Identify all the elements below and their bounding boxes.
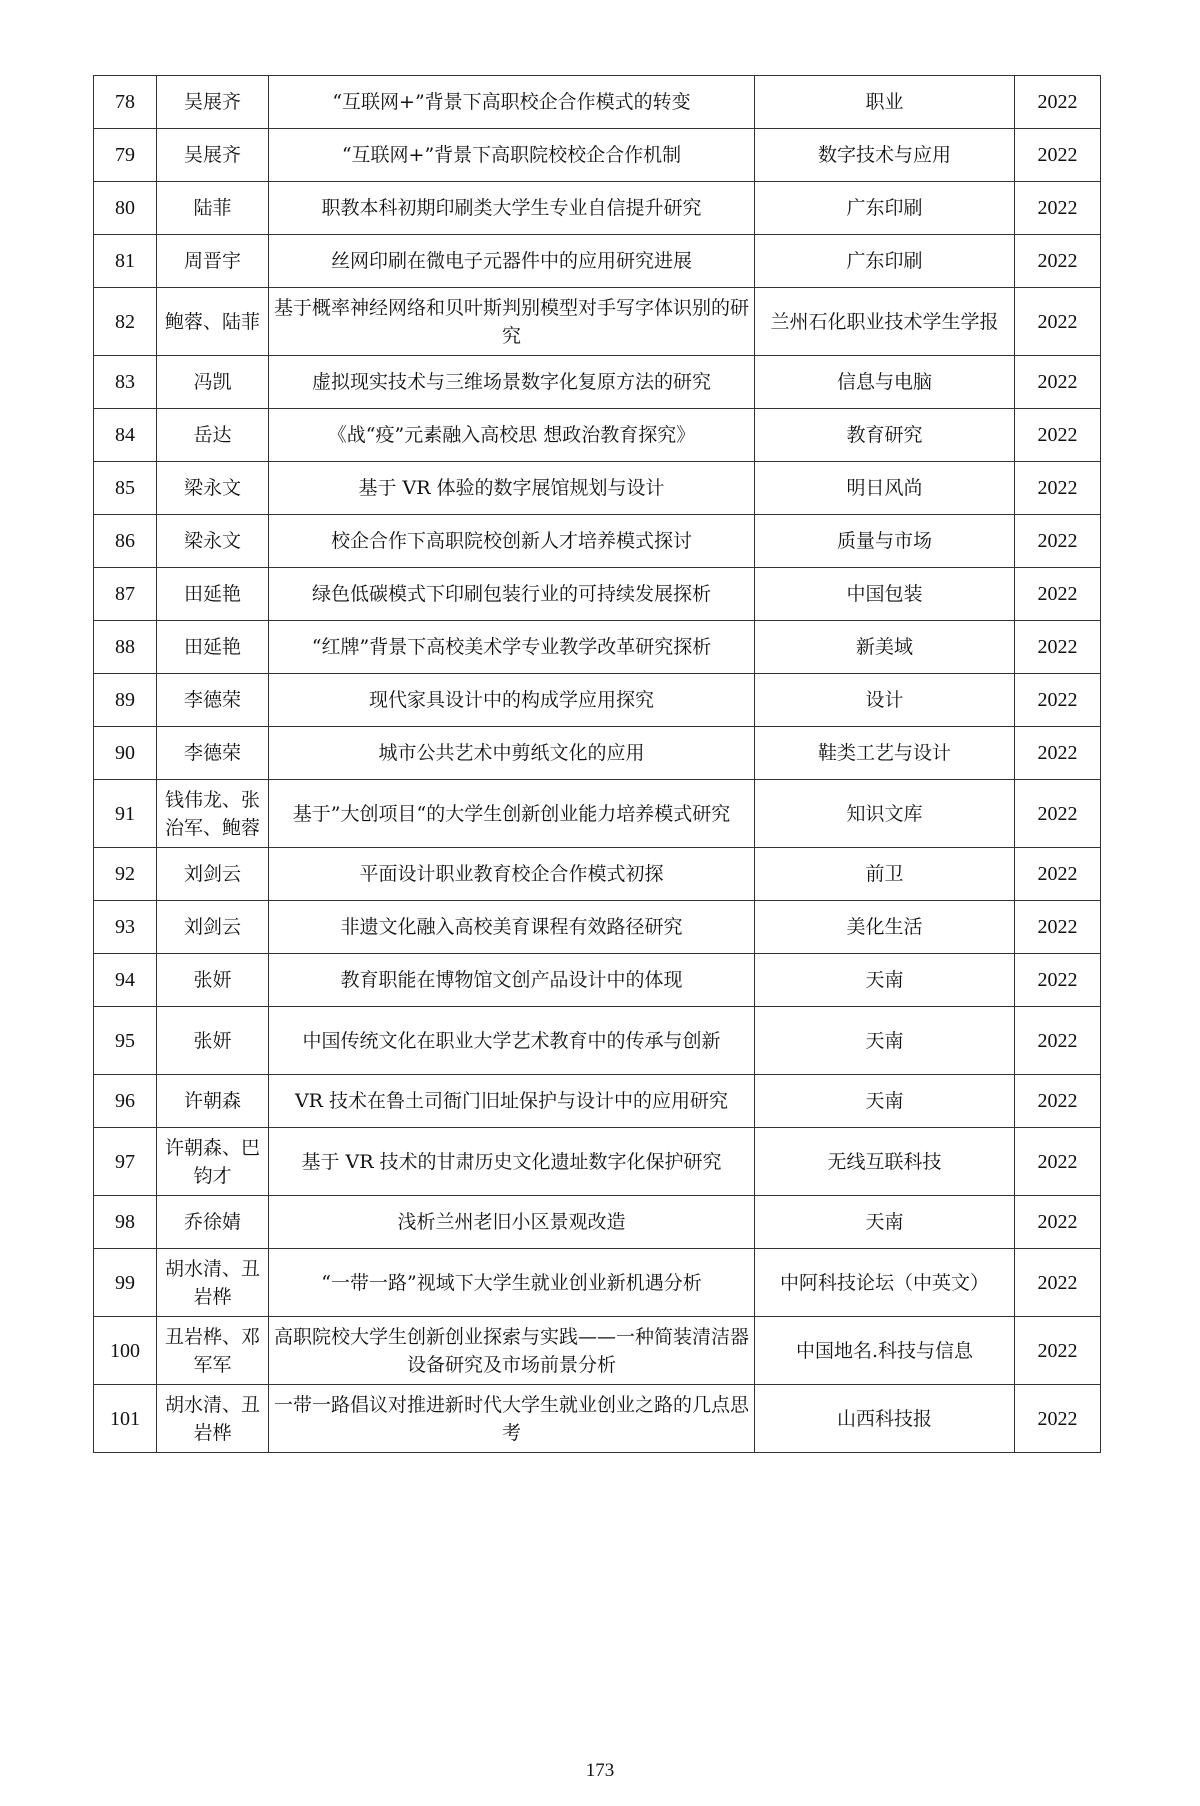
title-cell: 中国传统文化在职业大学艺术教育中的传承与创新: [269, 1007, 755, 1075]
title-cell: 非遗文化融入高校美育课程有效路径研究: [269, 901, 755, 954]
title-cell: 丝网印刷在微电子元器件中的应用研究进展: [269, 235, 755, 288]
table-row: [94, 1196, 1101, 1249]
author-cell: 许朝森、巴钧才: [157, 1128, 269, 1196]
row-number: 95: [94, 1007, 157, 1075]
row-number: 93: [94, 901, 157, 954]
year-cell: 2022: [1015, 235, 1101, 288]
year-cell: 2022: [1015, 515, 1101, 568]
year-cell: 2022: [1015, 727, 1101, 780]
journal-cell: 鞋类工艺与设计: [755, 727, 1015, 780]
journal-cell: 兰州石化职业技术学生学报: [755, 288, 1015, 356]
year-cell: 2022: [1015, 356, 1101, 409]
title-cell: 高职院校大学生创新创业探索与实践——一种简装清洁器设备研究及市场前景分析: [269, 1317, 755, 1385]
journal-cell: 山西科技报: [755, 1385, 1015, 1453]
title-cell: 校企合作下高职院校创新人才培养模式探讨: [269, 515, 755, 568]
author-cell: 乔徐婧: [157, 1196, 269, 1249]
author-cell: 胡水清、丑岩桦: [157, 1385, 269, 1453]
year-cell: 2022: [1015, 1385, 1101, 1453]
author-cell: 丑岩桦、邓军军: [157, 1317, 269, 1385]
year-cell: 2022: [1015, 954, 1101, 1007]
author-cell: 刘剑云: [157, 848, 269, 901]
row-number: 91: [94, 780, 157, 848]
journal-cell: 质量与市场: [755, 515, 1015, 568]
year-cell: 2022: [1015, 182, 1101, 235]
year-cell: 2022: [1015, 621, 1101, 674]
year-cell: 2022: [1015, 409, 1101, 462]
journal-cell: 中国地名.科技与信息: [755, 1317, 1015, 1385]
journal-cell: 职业: [755, 76, 1015, 129]
title-cell: “一带一路”视域下大学生就业创业新机遇分析: [269, 1249, 755, 1317]
year-cell: 2022: [1015, 1075, 1101, 1128]
row-number: 92: [94, 848, 157, 901]
title-cell: VR 技术在鲁土司衙门旧址保护与设计中的应用研究: [269, 1075, 755, 1128]
journal-cell: 广东印刷: [755, 235, 1015, 288]
author-cell: 张妍: [157, 954, 269, 1007]
title-cell: 平面设计职业教育校企合作模式初探: [269, 848, 755, 901]
author-cell: 陆菲: [157, 182, 269, 235]
year-cell: 2022: [1015, 1007, 1101, 1075]
author-cell: 胡水清、丑岩桦: [157, 1249, 269, 1317]
journal-cell: 广东印刷: [755, 182, 1015, 235]
title-cell: 基于”大创项目“的大学生创新创业能力培养模式研究: [269, 780, 755, 848]
title-cell: 城市公共艺术中剪纸文化的应用: [269, 727, 755, 780]
row-number: 83: [94, 356, 157, 409]
row-number: 100: [94, 1317, 157, 1385]
table-row: [94, 1317, 1101, 1385]
year-cell: 2022: [1015, 674, 1101, 727]
journal-cell: 信息与电脑: [755, 356, 1015, 409]
table-row: [94, 515, 1101, 568]
author-cell: 田延艳: [157, 621, 269, 674]
journal-cell: 天南: [755, 1007, 1015, 1075]
row-number: 90: [94, 727, 157, 780]
row-number: 98: [94, 1196, 157, 1249]
row-number: 88: [94, 621, 157, 674]
row-number: 85: [94, 462, 157, 515]
table-row: [94, 1385, 1101, 1453]
row-number: 89: [94, 674, 157, 727]
author-cell: 梁永文: [157, 462, 269, 515]
title-cell: 虚拟现实技术与三维场景数字化复原方法的研究: [269, 356, 755, 409]
row-number: 78: [94, 76, 157, 129]
author-cell: 李德荣: [157, 674, 269, 727]
row-number: 80: [94, 182, 157, 235]
row-number: 81: [94, 235, 157, 288]
table-row: [94, 848, 1101, 901]
table-row: [94, 1249, 1101, 1317]
table-row: [94, 129, 1101, 182]
year-cell: 2022: [1015, 462, 1101, 515]
author-cell: 许朝森: [157, 1075, 269, 1128]
year-cell: 2022: [1015, 1196, 1101, 1249]
row-number: 96: [94, 1075, 157, 1128]
year-cell: 2022: [1015, 780, 1101, 848]
row-number: 82: [94, 288, 157, 356]
title-cell: “互联网+”背景下高职校企合作模式的转变: [269, 76, 755, 129]
journal-cell: 前卫: [755, 848, 1015, 901]
table-row: [94, 235, 1101, 288]
title-cell: 基于 VR 技术的甘肃历史文化遗址数字化保护研究: [269, 1128, 755, 1196]
table-row: [94, 409, 1101, 462]
table-row: [94, 182, 1101, 235]
table-row: [94, 1007, 1101, 1075]
year-cell: 2022: [1015, 568, 1101, 621]
journal-cell: 天南: [755, 954, 1015, 1007]
journal-cell: 明日风尚: [755, 462, 1015, 515]
title-cell: 浅析兰州老旧小区景观改造: [269, 1196, 755, 1249]
title-cell: 教育职能在博物馆文创产品设计中的体现: [269, 954, 755, 1007]
year-cell: 2022: [1015, 288, 1101, 356]
row-number: 84: [94, 409, 157, 462]
journal-cell: 设计: [755, 674, 1015, 727]
author-cell: 冯凯: [157, 356, 269, 409]
journal-cell: 天南: [755, 1075, 1015, 1128]
row-number: 94: [94, 954, 157, 1007]
table-row: [94, 1075, 1101, 1128]
author-cell: 张妍: [157, 1007, 269, 1075]
table-row: [94, 901, 1101, 954]
author-cell: 鲍蓉、陆菲: [157, 288, 269, 356]
author-cell: 岳达: [157, 409, 269, 462]
year-cell: 2022: [1015, 1128, 1101, 1196]
journal-cell: 中国包装: [755, 568, 1015, 621]
year-cell: 2022: [1015, 76, 1101, 129]
author-cell: 周晋宇: [157, 235, 269, 288]
page-number: 173: [585, 1760, 615, 1781]
row-number: 79: [94, 129, 157, 182]
row-number: 87: [94, 568, 157, 621]
title-cell: 一带一路倡议对推进新时代大学生就业创业之路的几点思考: [269, 1385, 755, 1453]
journal-cell: 新美域: [755, 621, 1015, 674]
row-number: 99: [94, 1249, 157, 1317]
journal-cell: 数字技术与应用: [755, 129, 1015, 182]
year-cell: 2022: [1015, 1249, 1101, 1317]
table-row: [94, 780, 1101, 848]
table-row: [94, 621, 1101, 674]
table-row: [94, 568, 1101, 621]
table-row: [94, 288, 1101, 356]
row-number: 86: [94, 515, 157, 568]
year-cell: 2022: [1015, 848, 1101, 901]
title-cell: 现代家具设计中的构成学应用探究: [269, 674, 755, 727]
title-cell: “互联网+”背景下高职院校校企合作机制: [269, 129, 755, 182]
year-cell: 2022: [1015, 901, 1101, 954]
author-cell: 吴展齐: [157, 76, 269, 129]
author-cell: 钱伟龙、张治军、鲍蓉: [157, 780, 269, 848]
title-cell: 基于 VR 体验的数字展馆规划与设计: [269, 462, 755, 515]
author-cell: 李德荣: [157, 727, 269, 780]
row-number: 101: [94, 1385, 157, 1453]
table-row: [94, 1128, 1101, 1196]
title-cell: “红牌”背景下高校美术学专业教学改革研究探析: [269, 621, 755, 674]
journal-cell: 中阿科技论坛（中英文）: [755, 1249, 1015, 1317]
table-row: [94, 76, 1101, 129]
table-row: [94, 727, 1101, 780]
table-row: [94, 356, 1101, 409]
title-cell: 绿色低碳模式下印刷包装行业的可持续发展探析: [269, 568, 755, 621]
author-cell: 梁永文: [157, 515, 269, 568]
table-row: [94, 462, 1101, 515]
title-cell: 职教本科初期印刷类大学生专业自信提升研究: [269, 182, 755, 235]
author-cell: 吴展齐: [157, 129, 269, 182]
year-cell: 2022: [1015, 129, 1101, 182]
publications-table-body: [94, 76, 1101, 1453]
row-number: 97: [94, 1128, 157, 1196]
author-cell: 田延艳: [157, 568, 269, 621]
table-row: [94, 954, 1101, 1007]
journal-cell: 无线互联科技: [755, 1128, 1015, 1196]
year-cell: 2022: [1015, 1317, 1101, 1385]
journal-cell: 美化生活: [755, 901, 1015, 954]
publications-table: [93, 75, 1101, 1453]
table-row: [94, 674, 1101, 727]
author-cell: 刘剑云: [157, 901, 269, 954]
journal-cell: 天南: [755, 1196, 1015, 1249]
title-cell: 《战“疫”元素融入高校思 想政治教育探究》: [269, 409, 755, 462]
journal-cell: 教育研究: [755, 409, 1015, 462]
journal-cell: 知识文库: [755, 780, 1015, 848]
title-cell: 基于概率神经网络和贝叶斯判别模型对手写字体识别的研究: [269, 288, 755, 356]
